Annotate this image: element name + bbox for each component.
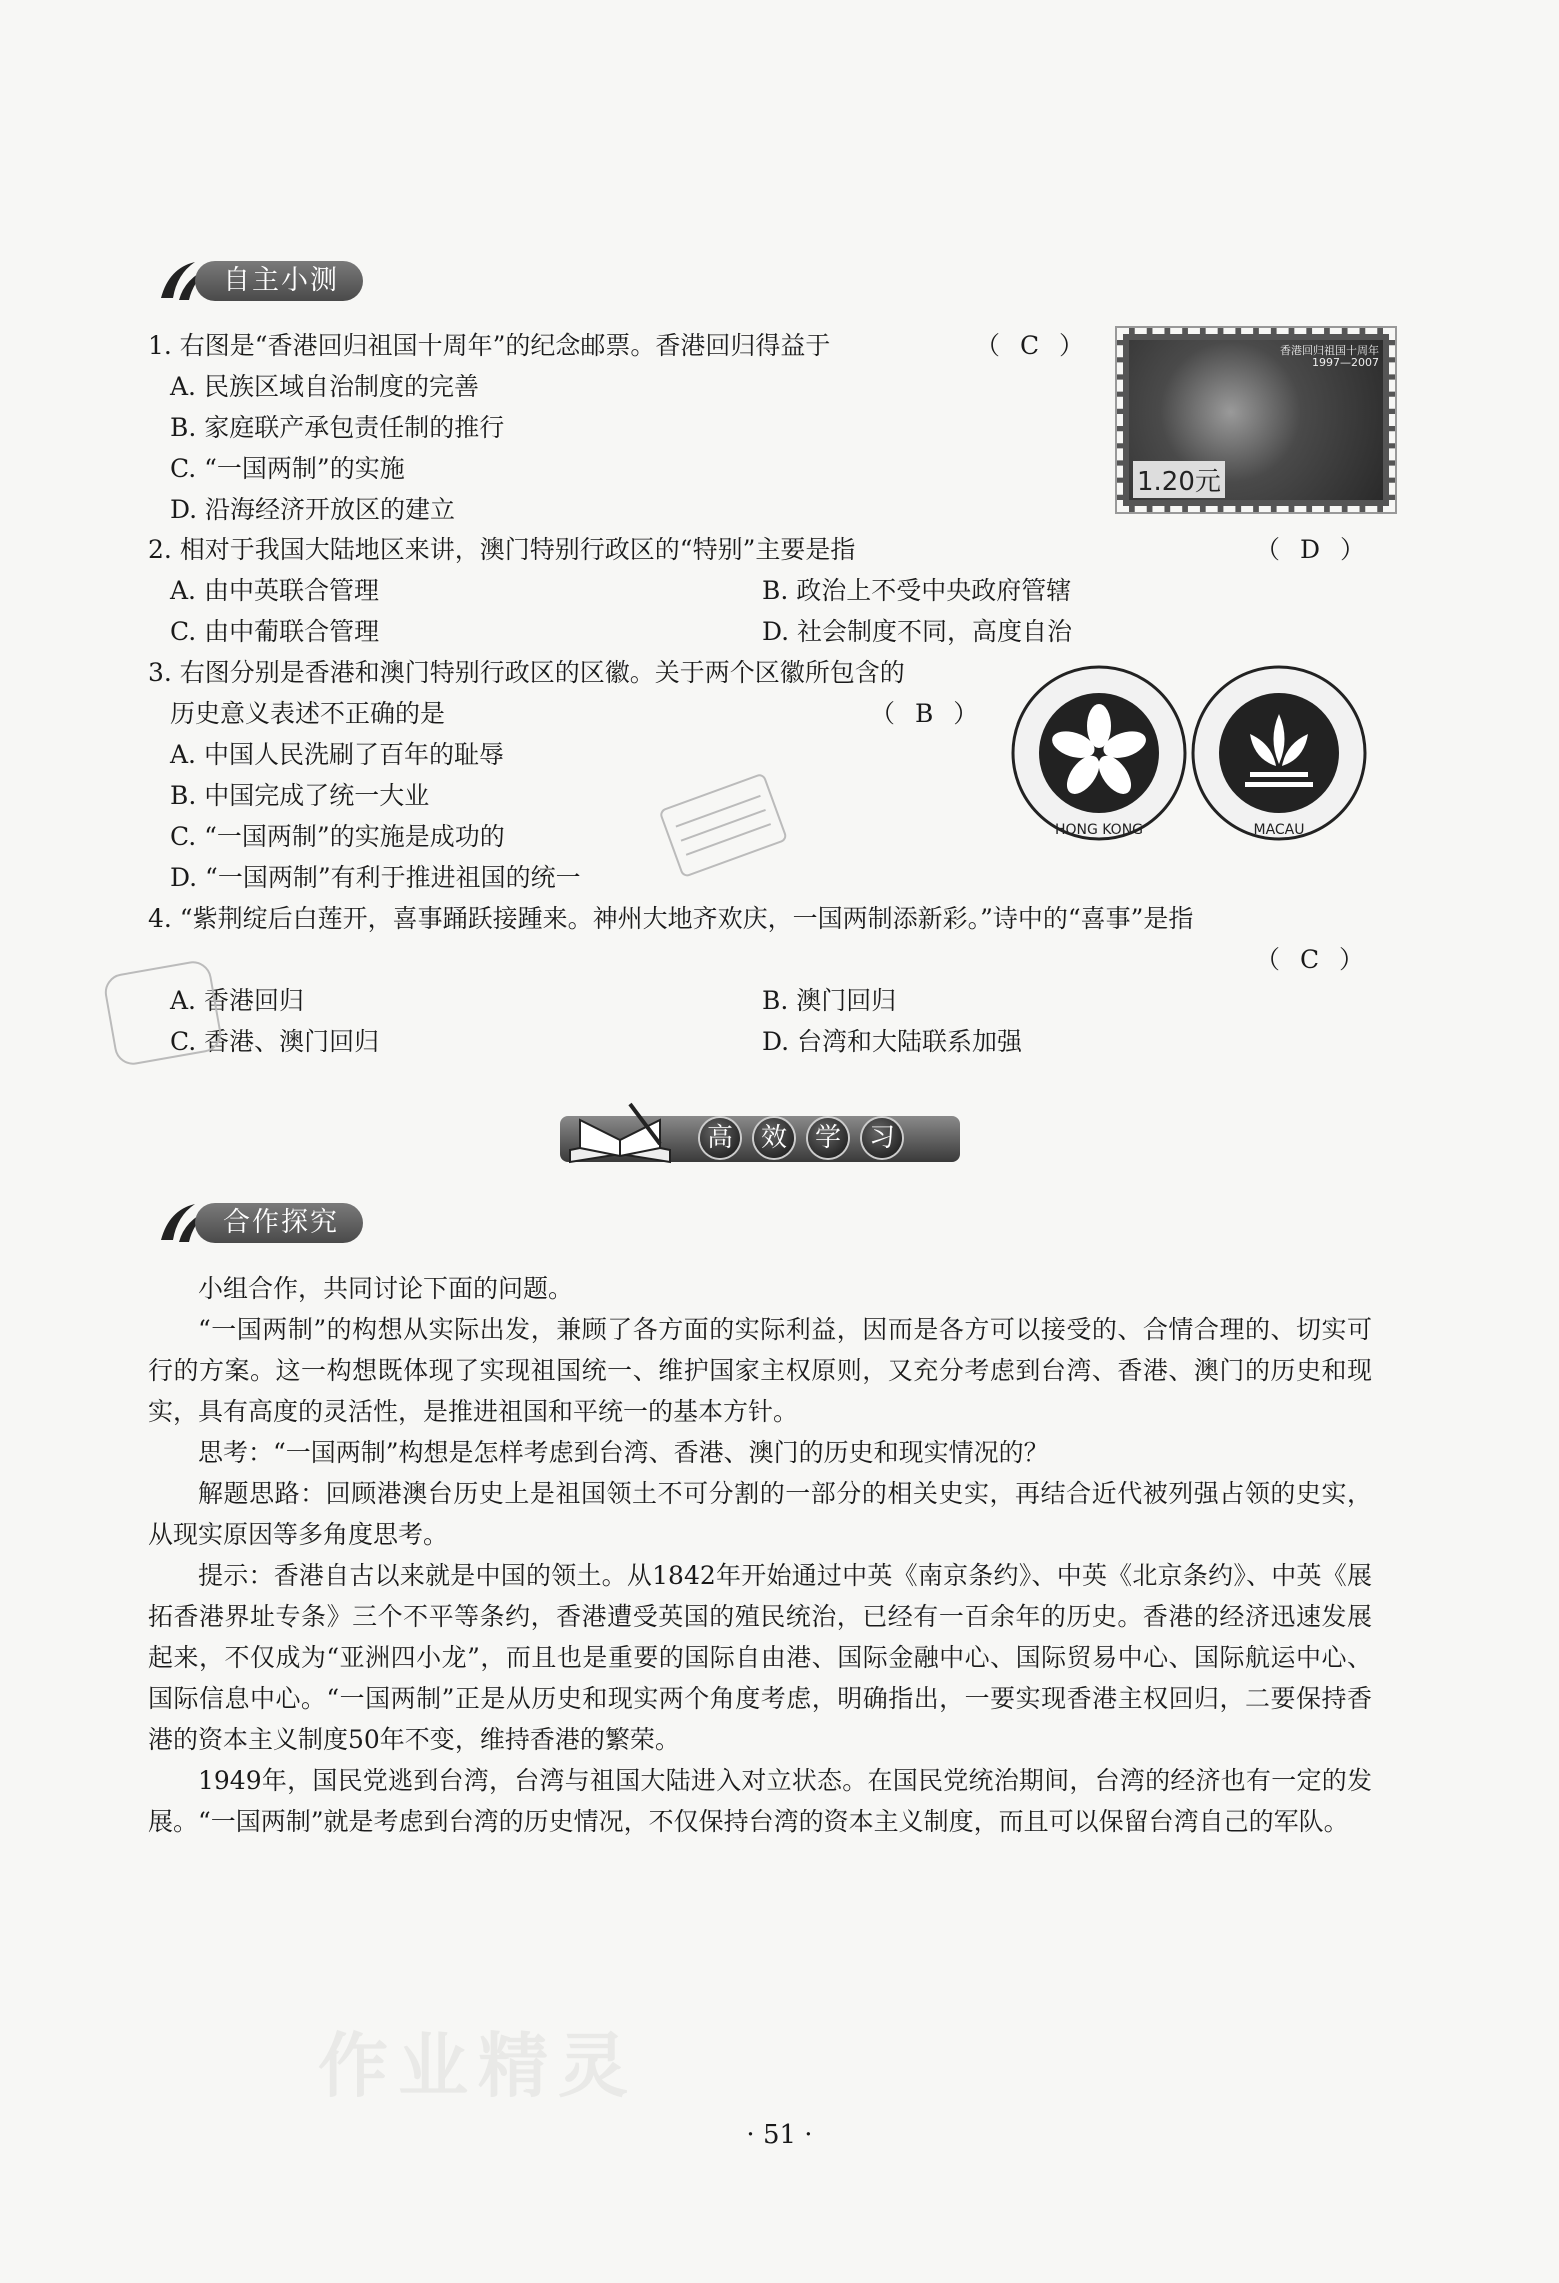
question-3-option-c: C. “一国两制”的实施是成功的 bbox=[170, 822, 505, 851]
macau-emblem-image bbox=[1190, 664, 1368, 842]
question-4-option-a: A. 香港回归 bbox=[170, 986, 304, 1015]
question-4-stem: 4. “紫荆绽后白莲开，喜事踊跃接踵来。神州大地齐欢庆，一国两制添新彩。”诗中的“喜事”是指 bbox=[148, 904, 1194, 933]
question-3-option-d: D. “一国两制”有利于推进祖国的统一 bbox=[170, 863, 581, 892]
efficient-learning-banner bbox=[560, 1098, 960, 1178]
hk-emblem-image bbox=[1010, 664, 1188, 842]
question-4-answer: （ C ） bbox=[1255, 945, 1371, 974]
stamp-value: 1.20元 bbox=[1133, 461, 1225, 498]
hk-return-stamp-image bbox=[1117, 328, 1395, 512]
macau-emblem-label: MACAU bbox=[1253, 822, 1305, 838]
passage-paragraph: 思考：“一国两制”构想是怎样考虑到台湾、香港、澳门的历史和现实情况的？ bbox=[198, 1438, 1049, 1467]
question-4-option-d: D. 台湾和大陆联系加强 bbox=[762, 1027, 1023, 1056]
section-title: 自主小测 bbox=[195, 261, 363, 301]
open-book-icon bbox=[560, 1100, 680, 1176]
cooperative-passage bbox=[148, 1268, 1372, 1842]
passage-paragraph: “一国两制”的构想从实际出发，兼顾了各方面的实际利益，因而是各方可以接受的、合情合理的、切实可行的方案。这一构想既体现了实现祖国统一、维护国家主权原则，又充分考虑到台湾、香港、澳门的历史和现实，具有高度的灵活性，是推进祖国和平统一的基本方针。 bbox=[148, 1315, 1372, 1426]
question-3-option-a: A. 中国人民洗刷了百年的耻辱 bbox=[170, 740, 504, 769]
passage-paragraph: 1949年，国民党逃到台湾，台湾与祖国大陆进入对立状态。在国民党统治期间，台湾的经济也有一定的发展。“一国两制”就是考虑到台湾的历史情况，不仅保持台湾的资本主义制度，而且可以保留台湾自己的军队。 bbox=[148, 1766, 1372, 1836]
banner-char-4: 习 bbox=[862, 1118, 902, 1158]
stamp-title: 香港回归祖国十周年 bbox=[1280, 344, 1379, 357]
watermark-text: 作业精灵 bbox=[318, 2025, 638, 2107]
watermark-seal-icon bbox=[98, 948, 228, 1078]
question-1-option-d: D. 沿海经济开放区的建立 bbox=[170, 495, 456, 524]
question-4-option-b: B. 澳门回归 bbox=[762, 986, 897, 1015]
question-3-stem: 3. 右图分别是香港和澳门特别行政区的区徽。关于两个区徽所包含的 bbox=[148, 658, 905, 687]
banner-char-2: 效 bbox=[754, 1118, 794, 1158]
question-3-answer: （ B ） bbox=[870, 699, 985, 728]
passage-paragraph: 解题思路：回顾港澳台历史上是祖国领土不可分割的一部分的相关史实，再结合近代被列强占领的史实，从现实原因等多角度思考。 bbox=[148, 1479, 1372, 1549]
stamp-years: 1997—2007 bbox=[1312, 356, 1379, 369]
question-4-option-c: C. 香港、澳门回归 bbox=[170, 1027, 380, 1056]
question-1-option-a: A. 民族区域自治制度的完善 bbox=[170, 372, 479, 401]
question-1-option-b: B. 家庭联产承包责任制的推行 bbox=[170, 413, 505, 442]
question-3-stem-2: 历史意义表述不正确的是 bbox=[170, 699, 446, 728]
question-2-option-a: A. 由中英联合管理 bbox=[170, 576, 379, 605]
passage-paragraph: 小组合作，共同讨论下面的问题。 bbox=[198, 1274, 574, 1303]
question-1-option-c: C. “一国两制”的实施 bbox=[170, 454, 405, 483]
question-2-option-b: B. 政治上不受中央政府管辖 bbox=[762, 576, 1072, 605]
page-number: · 51 · bbox=[746, 2120, 813, 2150]
watermark-book-icon bbox=[650, 770, 800, 890]
question-2-stem: 2. 相对于我国大陆地区来讲，澳门特别行政区的“特别”主要是指 bbox=[148, 535, 856, 564]
section-header-self-test bbox=[155, 258, 363, 304]
passage-paragraph: 提示：香港自古以来就是中国的领土。从1842年开始通过中英《南京条约》、中英《北京条约》、中英《展拓香港界址专条》三个不平等条约，香港遭受英国的殖民统治，已经有一百余年的历史。香港的经济迅速发展起来，不仅成为“亚洲四小龙”，而且也是重要的国际自由港、国际金融中心、国际贸易中心、国际航运中心、国际信息中心。“一国两制”正是从历史和现实两个角度考虑，明确指出，一要实现香港主权回归，二要保持香港的资本主义制度50年不变，维持香港的繁荣。 bbox=[148, 1561, 1372, 1754]
section-header-cooperative bbox=[155, 1200, 363, 1246]
section-title: 合作探究 bbox=[195, 1203, 363, 1243]
hk-emblem-label: HONG KONG bbox=[1054, 822, 1144, 838]
question-1-stem: 1. 右图是“香港回归祖国十周年”的纪念邮票。香港回归得益于 bbox=[148, 331, 831, 360]
banner-char-1: 高 bbox=[700, 1118, 740, 1158]
question-2-answer: （ D ） bbox=[1255, 535, 1371, 564]
question-3-option-b: B. 中国完成了统一大业 bbox=[170, 781, 430, 810]
banner-char-3: 学 bbox=[808, 1118, 848, 1158]
question-2-option-d: D. 社会制度不同，高度自治 bbox=[762, 617, 1073, 646]
question-2-option-c: C. 由中葡联合管理 bbox=[170, 617, 380, 646]
question-1-answer: （ C ） bbox=[975, 331, 1091, 360]
